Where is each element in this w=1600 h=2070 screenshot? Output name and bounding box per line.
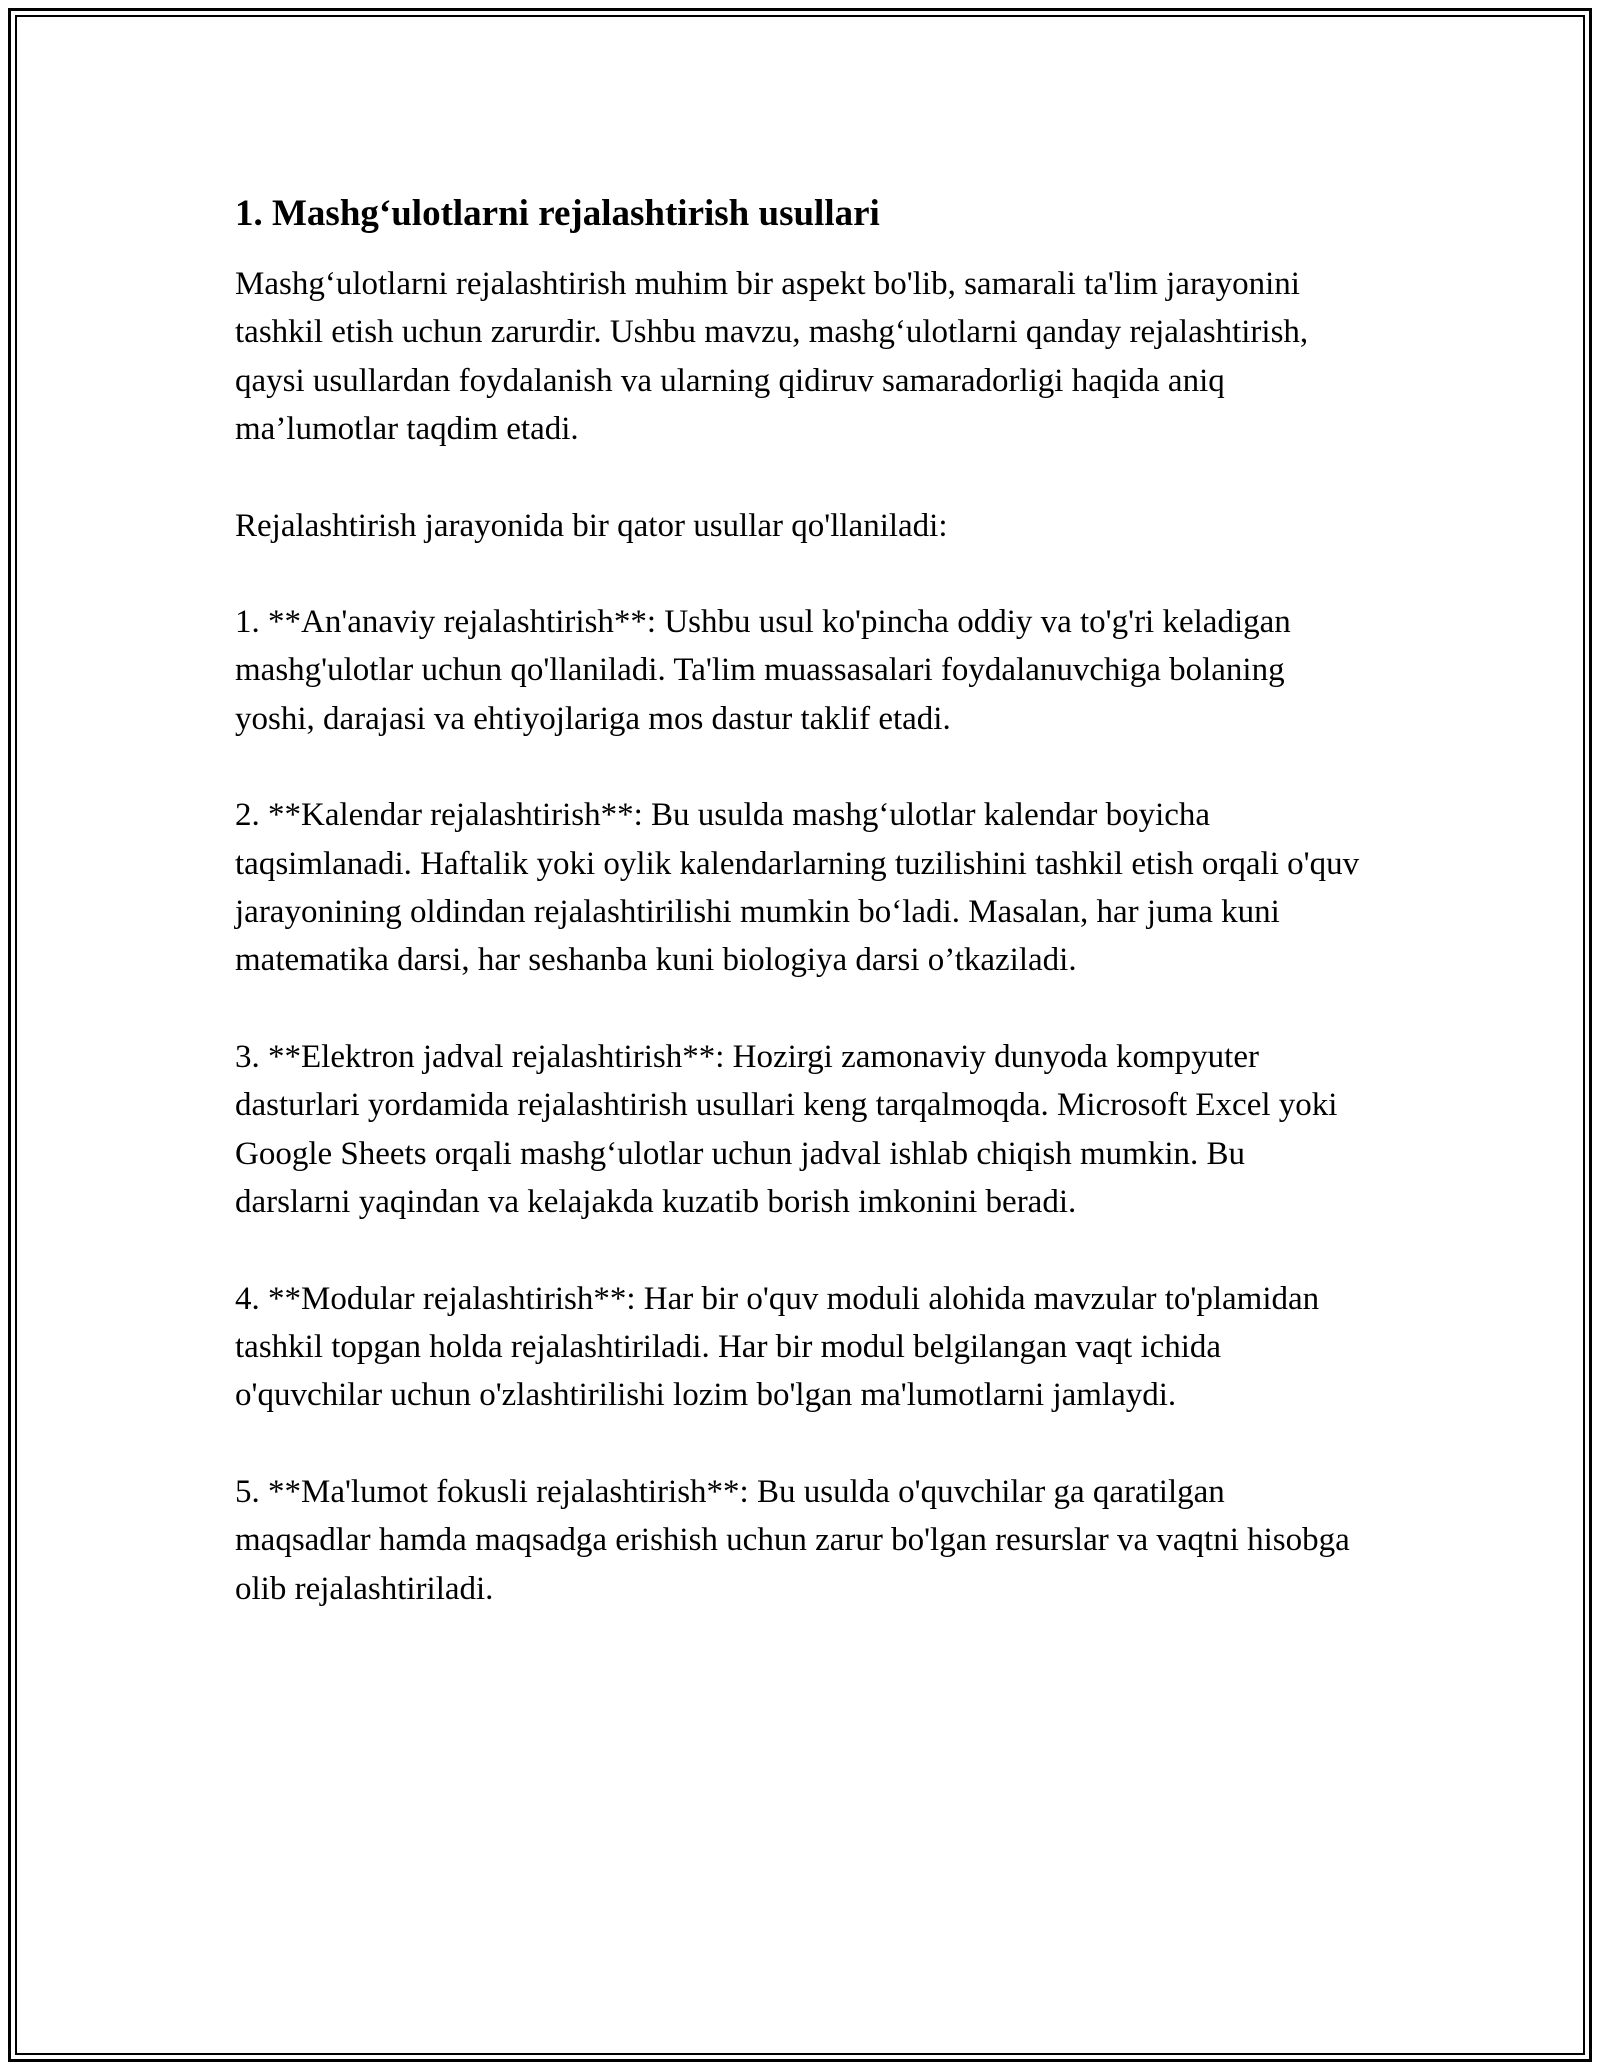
section-heading: 1. Mashg‘ulotlarni rejalashtirish usullari xyxy=(235,193,880,234)
method-spreadsheet-paragraph: 3. **Elektron jadval rejalashtirish**: Hozirgi zamonaviy dunyoda kompyuter dasturlari yordamida rejalashtirish usullari keng tarqalmoqda. Microsoft Excel yoki Google Sheets orqali mashg‘ulotlar uchun jadval ishlab chiqish mumkin. Bu darslarni yaqindan va kelajakda kuzatib borish imkonini beradi. xyxy=(235,1038,1338,1221)
method-traditional-paragraph: 1. **An'anaviy rejalashtirish**: Ushbu usul ko'pincha oddiy va to'g'ri keladigan mashg'ulotlar uchun qo'llaniladi. Ta'lim muassasalari foydalanuvchiga bolaning yoshi, darajasi va ehtiyojlariga mos dastur taklif etadi. xyxy=(235,604,1291,737)
method-goal-focused-paragraph: 5. **Ma'lumot fokusli rejalashtirish**: Bu usulda o'quvchilar ga qaratilgan maqsadlar hamda maqsadga erishish uchun zarur bo'lgan resurslar va vaqtni hisobga olib rejalashtiriladi. xyxy=(235,1473,1350,1607)
intro-paragraph: Mashg‘ulotlarni rejalashtirish muhim bir aspekt bo'lib, samarali ta'lim jarayonini tashkil etish uchun zarurdir. Ushbu mavzu, mashg‘ulotlarni qanday rejalashtirish, qaysi usullardan foydalanish va ularning qidiruv samaradorligi haqida aniq ma’lumotlar taqdim etadi. xyxy=(235,266,1309,448)
document-body xyxy=(235,188,1365,1613)
method-calendar-paragraph: 2. **Kalendar rejalashtirish**: Bu usulda mashg‘ulotlar kalendar boyicha taqsimlanadi. Haftalik yoki oylik kalendarlarning tuzilishini tashkil etish orqali o'quv jarayonining oldindan rejalashtirilishi mumkin bo‘ladi. Masalan, har juma kuni matematika darsi, har seshanba kuni biologiya darsi o’tkaziladi. xyxy=(235,797,1360,979)
methods-lead-paragraph: Rejalashtirish jarayonida bir qator usullar qo'llaniladi: xyxy=(235,507,948,544)
method-modular-paragraph: 4. **Modular rejalashtirish**: Har bir o'quv moduli alohida mavzular to'plamidan tashkil topgan holda rejalashtiriladi. Har bir modul belgilangan vaqt ichida o'quvchilar uchun o'zlashtirilishi lozim bo'lgan ma'lumotlarni jamlaydi. xyxy=(235,1280,1320,1414)
